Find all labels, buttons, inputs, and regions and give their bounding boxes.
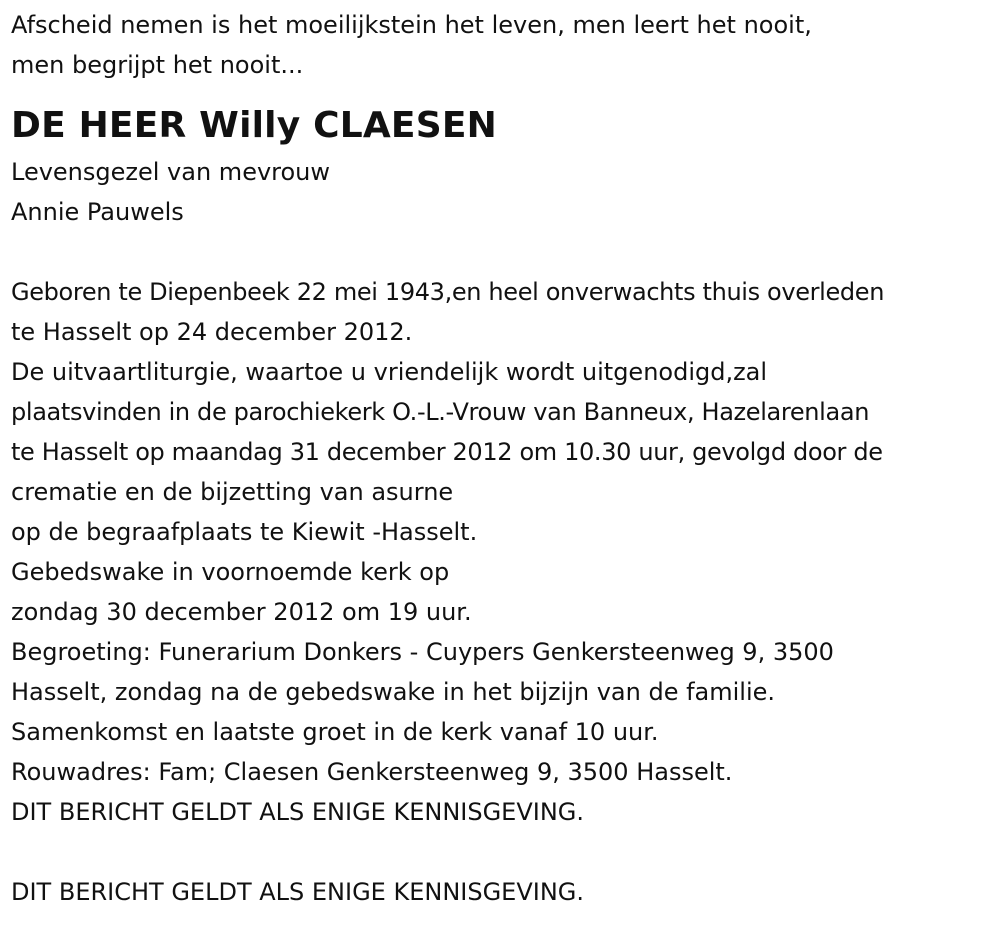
body-line: Gebedswake in voornoemde kerk op: [11, 558, 450, 586]
spacer: [11, 232, 996, 272]
quote-line: Afscheid nemen is het moeilijkstein het leven, men leert het nooit,: [11, 11, 812, 39]
notice-body: [11, 272, 996, 832]
farewell-quote: [11, 5, 996, 85]
body-line: Geboren te Diepenbeek 22 mei 1943,en heel onverwachts thuis overleden: [11, 278, 885, 306]
spacer: [11, 832, 996, 872]
partner-line: Levensgezel van mevrouw: [11, 158, 331, 186]
closing-line: DIT BERICHT GELDT ALS ENIGE KENNISGEVING.: [11, 878, 585, 906]
body-line: Begroeting: Funerarium Donkers - Cuypers Genkersteenweg 9, 3500: [11, 638, 834, 666]
body-line: te Hasselt op 24 december 2012.: [11, 318, 413, 346]
body-line: op de begraafplaats te Kiewit -Hasselt.: [11, 518, 478, 546]
deceased-name: DE HEER Willy CLAESEN: [11, 105, 497, 146]
body-line: DIT BERICHT GELDT ALS ENIGE KENNISGEVING.: [11, 798, 585, 826]
body-line: crematie en de bijzetting van asurne: [11, 478, 454, 506]
body-line: Hasselt, zondag na de gebedswake in het bijzijn van de familie.: [11, 678, 776, 706]
body-line: te Hasselt op maandag 31 december 2012 om 10.30 uur, gevolgd door de: [11, 438, 883, 466]
body-line: De uitvaartliturgie, waartoe u vriendelijk wordt uitgenodigd,zal: [11, 358, 768, 386]
quote-line: men begrijpt het nooit...: [11, 51, 304, 79]
body-line: Rouwadres: Fam; Claesen Genkersteenweg 9, 3500 Hasselt.: [11, 758, 733, 786]
body-line: Samenkomst en laatste groet in de kerk vanaf 10 uur.: [11, 718, 659, 746]
partner-line: Annie Pauwels: [11, 198, 184, 226]
body-line: zondag 30 december 2012 om 19 uur.: [11, 598, 472, 626]
partner-info: [11, 152, 996, 232]
body-line: plaatsvinden in de parochiekerk O.-L.-Vrouw van Banneux, Hazelarenlaan: [11, 398, 870, 426]
obituary-notice: [11, 0, 996, 912]
